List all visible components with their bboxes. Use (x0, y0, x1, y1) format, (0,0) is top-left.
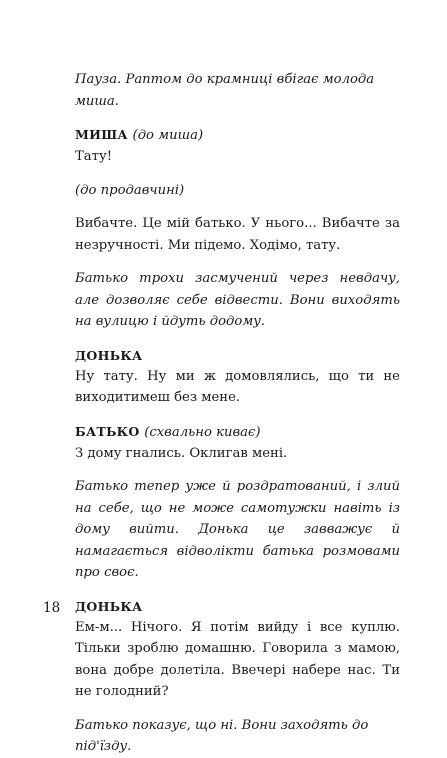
dialogue-line: Ем-м... Нічого. Я потім вийду і все куплю. Тільки зроблю домашню. Говорила з мамою, вона добре долетіла. Ввечері набере нас. Ти не голодний? (75, 619, 400, 699)
speaker-note: (схвально киває) (144, 424, 261, 440)
stage-direction-leave: Батько трохи засмучений через невдачу, але дозволяє себе відвести. Вони виходять на вулицю і йдуть додому. (75, 271, 400, 329)
page-body (75, 69, 400, 758)
dialogue-line: Ну тату. Ну ми ж домовлялись, що ти не виходитимеш без мене. (75, 368, 400, 405)
speaker-heading-donka (75, 596, 400, 617)
stage-direction-annoyed: Батько тепер уже й роздратований, і злий на себе, що не може самотужки навіть із дому вийти. Донька це завважує й намагається відволікти батька розмовами про своє. (75, 479, 400, 580)
speaker-name: БАТЬКО (75, 423, 140, 439)
dialogue-line: Тату! (75, 149, 113, 164)
dialogue-line: З дому гнались. Оклигав мені. (75, 445, 288, 461)
page-number: 18 (43, 600, 61, 616)
speaker-heading-donka (75, 345, 400, 366)
speaker-name: ДОНЬКА (75, 598, 143, 614)
dialogue-line: Вибачте. Це мій батько. У нього... Вибачте за незручності. Ми підемо. Ходімо, тату. (75, 216, 400, 253)
speaker-name: ДОНЬКА (75, 347, 143, 363)
speaker-name: МИША (75, 127, 128, 142)
speaker-heading-mysha (75, 124, 400, 146)
stage-direction-entrance: Батько показує, що ні. Вони заходять до під'їзду. (75, 717, 369, 754)
speaker-heading-batko (75, 421, 400, 443)
speaker-note: (до миша) (132, 128, 204, 143)
stage-direction-pause: Пауза. Раптом до крамниці вбігає молода миша. (75, 72, 375, 109)
stage-direction-to-seller: (до продавчині) (75, 182, 185, 198)
